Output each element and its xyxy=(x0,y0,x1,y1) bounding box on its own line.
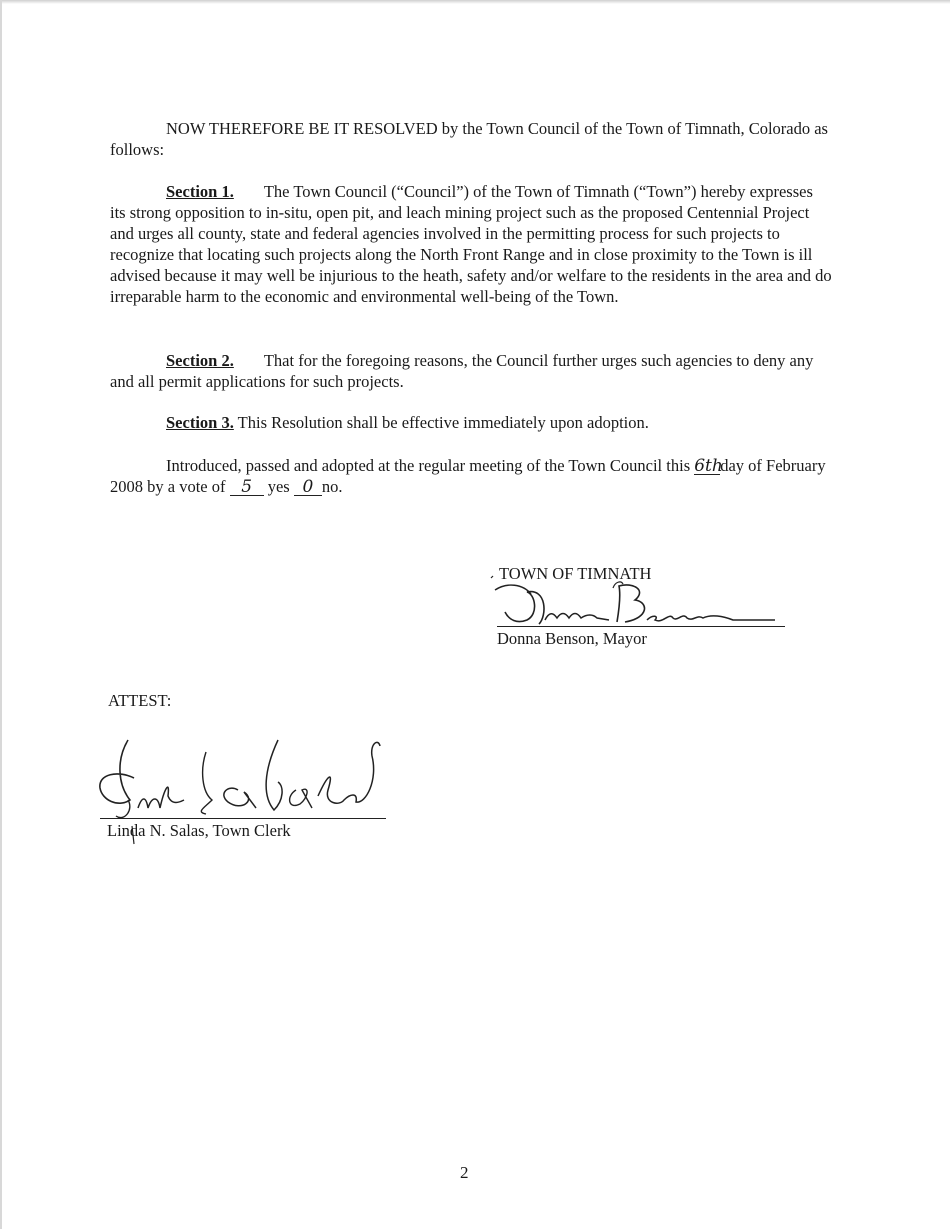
clerk-name: Linda N. Salas, Town Clerk xyxy=(107,821,291,840)
town-title: TOWN OF TIMNATH xyxy=(499,564,652,583)
mayor-signature-block xyxy=(497,564,797,654)
section-3-paragraph xyxy=(110,412,832,433)
page-number: 2 xyxy=(460,1163,469,1182)
section-2-paragraph xyxy=(110,350,832,392)
resolved-intro-text: NOW THEREFORE BE IT RESOLVED by the Town Council of the Town of Timnath, Colorado as follows: xyxy=(110,119,828,159)
scan-edge-top xyxy=(0,0,950,4)
section-2-text: That for the foregoing reasons, the Council further urges such agencies to deny any and all permit applications for such projects. xyxy=(110,351,814,391)
yes-label: yes xyxy=(267,477,290,496)
attest-label: ATTEST: xyxy=(108,691,172,710)
adoption-paragraph xyxy=(110,455,832,497)
adoption-text-start: Introduced, passed and adopted at the regular meeting of the Town Council this xyxy=(166,456,691,475)
section-2-heading: Section 2. xyxy=(166,351,234,370)
section-1-paragraph xyxy=(110,181,832,307)
day-value: 6th xyxy=(694,456,723,476)
mayor-signature-line xyxy=(497,626,785,627)
scan-edge-left xyxy=(0,0,2,1229)
resolved-intro xyxy=(110,118,832,160)
section-1-text: The Town Council (“Council”) of the Town of Timnath (“Town”) hereby expresses its strong opposition to in-situ, open pit, and leach mining project such as the proposed Centennial Project and urges all county, state and federal agencies involved in the permitting process for such projects to recognize that locating such projects along the North Front Range and in close proximity to the Town is ill advised because it may well be injurious to the heath, safety and/or welfare to the residents in the area and do irreparable harm to the economic and environmental well-being of the Town. xyxy=(110,182,832,306)
mayor-signature xyxy=(487,572,787,632)
yes-vote-value: 5 xyxy=(230,479,264,496)
no-vote-value: 0 xyxy=(294,479,322,496)
section-3-text: This Resolution shall be effective immediately upon adoption. xyxy=(237,413,649,432)
no-label: no. xyxy=(321,477,343,496)
section-3-heading: Section 3. xyxy=(166,413,234,432)
adoption-text-middle: day of February 2008 by a vote of xyxy=(110,456,826,496)
section-1-heading: Section 1. xyxy=(166,182,234,201)
mayor-name: Donna Benson, Mayor xyxy=(497,629,647,648)
clerk-signature-line xyxy=(100,818,386,819)
